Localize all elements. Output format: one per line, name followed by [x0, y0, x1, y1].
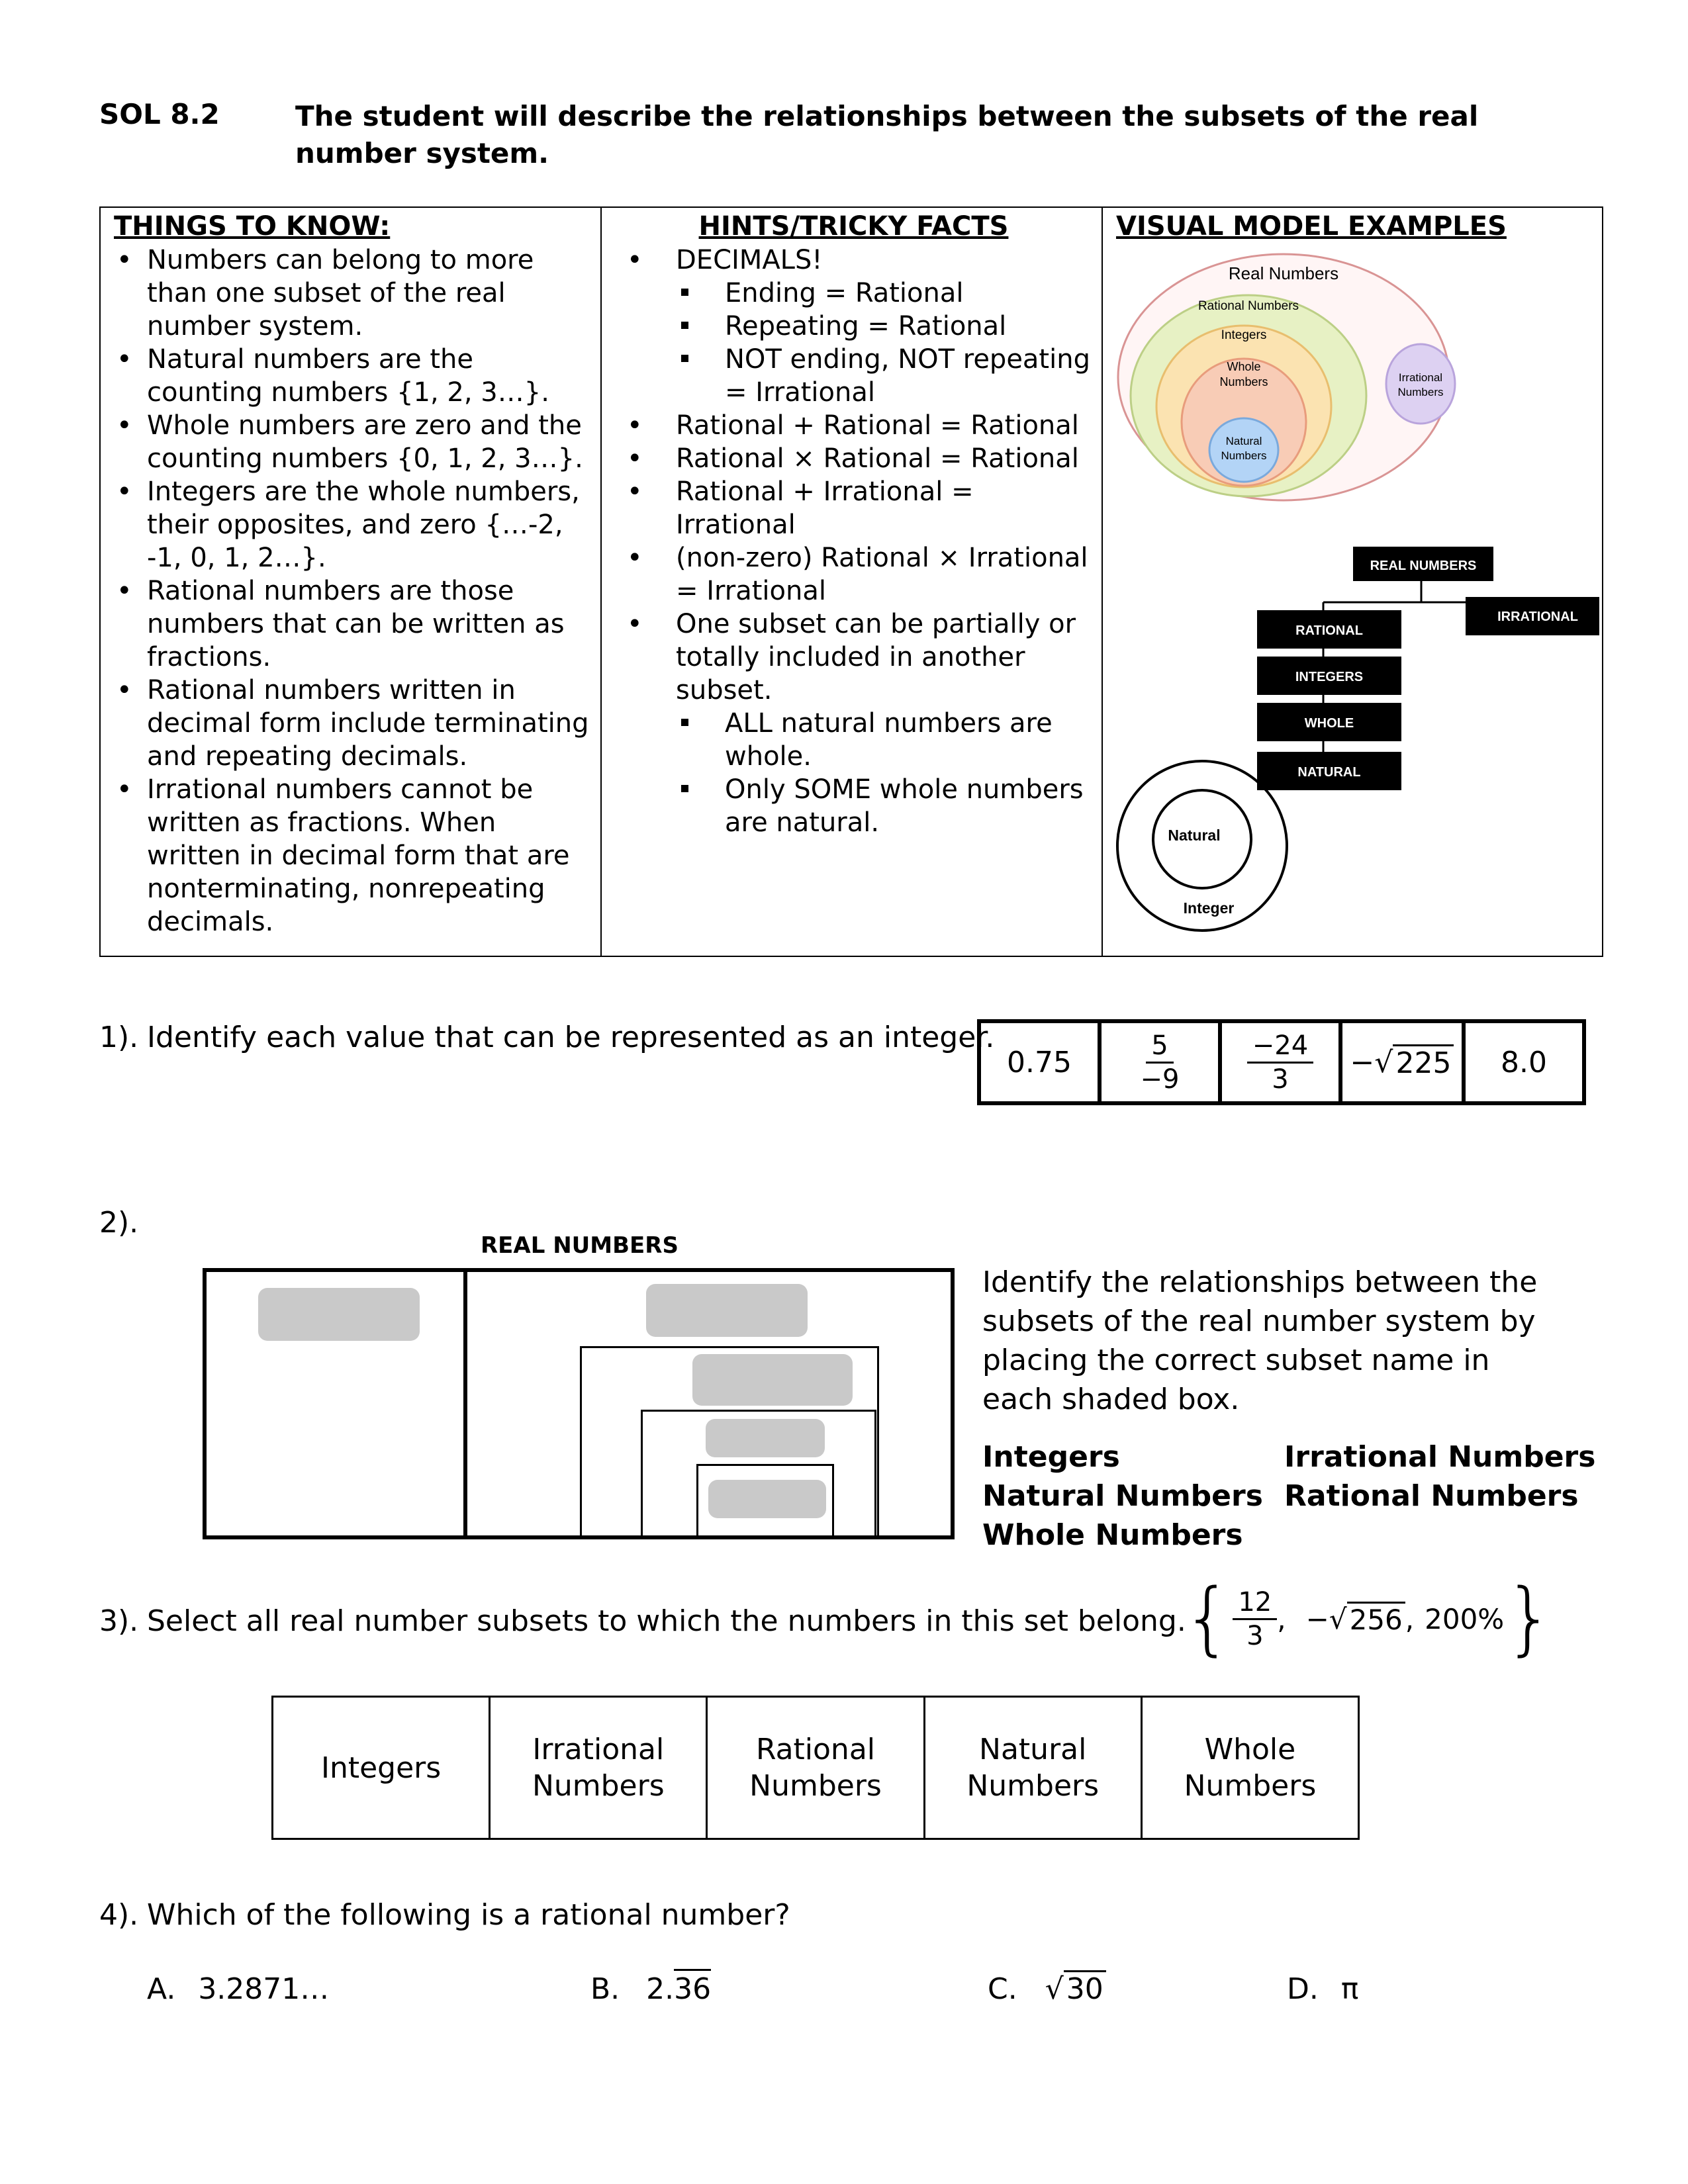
rational-drop-box[interactable] [646, 1284, 808, 1337]
fraction-denominator: 3 [1272, 1064, 1289, 1095]
q4-label: 4). [99, 1898, 139, 1932]
q3-text: Select all real number subsets to which the numbers in this set belong. [147, 1604, 1186, 1638]
list-item: • Natural numbers are the counting numbers {1, 2, 3…}. [114, 343, 591, 409]
option-value: π [1340, 1972, 1359, 2006]
comma: , [1277, 1602, 1286, 1635]
tree-natural-label: NATURAL [1297, 765, 1361, 780]
q1-values-table [977, 1019, 1586, 1105]
word-bank-item[interactable]: Natural Numbers [982, 1479, 1263, 1513]
subset-option-irrational[interactable] [491, 1698, 708, 1838]
irrational-oval [1386, 344, 1455, 424]
right-brace: } [1504, 1572, 1555, 1664]
q2-instructions: Identify the relationships between the subsets of the real number system by placing the correct subset name in each shaded box. [982, 1265, 1538, 1416]
sol-title: The student will describe the relationships between the subsets of the real number system. [295, 100, 1479, 169]
list-item: • Rational + Irrational = Irrational [615, 475, 1092, 541]
circle-integer-label: Integer [1183, 899, 1235, 917]
q1-value-cell[interactable] [1342, 1023, 1466, 1101]
list-item: • (non-zero) Rational × Irrational = Irrational [615, 541, 1092, 608]
venn-irrational-label: Irrational [1398, 371, 1443, 384]
q1-value: 0.75 [1007, 1045, 1072, 1079]
q2-label: 2). [99, 1206, 139, 1240]
q4-option-d[interactable] [1287, 1972, 1358, 2006]
fraction-numerator: 12 [1233, 1586, 1277, 1620]
q3-label: 3). [99, 1604, 139, 1638]
list-item: • Integers are the whole numbers, their opposites, and zero {…-2, -1, 0, 1, 2…}. [114, 475, 591, 574]
things-to-know-list [114, 244, 591, 938]
divider [463, 1272, 467, 1535]
option-letter: B. [590, 1972, 620, 2006]
q1-fraction [1135, 1030, 1185, 1095]
option-letter: D. [1287, 1972, 1319, 2006]
q4-option-a[interactable] [147, 1972, 329, 2006]
q1-fraction [1247, 1030, 1313, 1095]
list-item: NOT ending, NOT repeating = Irrational [676, 343, 1092, 409]
q3-number-set [1182, 1572, 1555, 1664]
option-value: 3.2871… [198, 1972, 330, 2006]
fraction-numerator: −24 [1247, 1030, 1313, 1064]
subset-sublist [676, 707, 1092, 839]
sqrt-symbol: √ [1374, 1045, 1393, 1079]
word-bank-item[interactable]: Integers [982, 1440, 1120, 1474]
tree-diagram [1257, 547, 1599, 790]
option-value: 2. [646, 1972, 675, 2006]
venn-irrational-label: Numbers [1397, 386, 1444, 398]
left-brace: { [1182, 1572, 1233, 1664]
radicand: 256 [1347, 1602, 1405, 1636]
list-item: • Irrational numbers cannot be written as fractions. When written in decimal form that are nonterminating, nonrepeating decimals. [114, 773, 591, 938]
fraction-numerator: 5 [1146, 1030, 1173, 1064]
q1-value-cell[interactable] [1222, 1023, 1342, 1101]
tree-irrational-label: IRRATIONAL [1497, 610, 1578, 624]
things-to-know-column [101, 208, 602, 956]
q1-value-cell[interactable] [1466, 1023, 1582, 1101]
subset-option-natural[interactable] [925, 1698, 1143, 1838]
sqrt-symbol: √ [1329, 1602, 1347, 1635]
option-label: Numbers [532, 1769, 665, 1803]
percent-value: 200% [1425, 1602, 1505, 1635]
negative-sign: − [1350, 1045, 1375, 1079]
visual-models-svg [1116, 245, 1599, 953]
natural-drop-box[interactable] [708, 1480, 826, 1518]
list-item: • Rational × Rational = Rational [615, 442, 1092, 475]
list-item: • Rational numbers written in decimal form include terminating and repeating decimals. [114, 674, 591, 773]
venn-rational-label: Rational Numbers [1197, 299, 1299, 313]
list-item [615, 608, 1092, 839]
q2-diagram-title: REAL NUMBERS [481, 1232, 679, 1259]
subset-option-integers[interactable] [273, 1698, 491, 1838]
q4-text: Which of the following is a rational number? [147, 1898, 790, 1932]
venn-natural-label: Numbers [1221, 449, 1267, 462]
q3-fraction [1233, 1586, 1277, 1652]
venn-natural-label: Natural [1225, 435, 1262, 447]
info-table [99, 206, 1603, 957]
visual-heading: VISUAL MODEL EXAMPLES [1116, 211, 1507, 242]
list-item: Ending = Rational [676, 277, 1092, 310]
subset-option-rational[interactable] [708, 1698, 925, 1838]
irrational-drop-box[interactable] [258, 1288, 420, 1341]
list-item: Only SOME whole numbers are natural. [676, 773, 1092, 839]
integers-drop-box[interactable] [692, 1354, 853, 1406]
concentric-circles [1117, 761, 1287, 931]
comma: , [1405, 1602, 1415, 1635]
fraction-denominator: −9 [1140, 1064, 1180, 1095]
list-item [615, 244, 1092, 409]
option-letter: A. [147, 1972, 176, 2006]
visual-models-column [1103, 208, 1602, 956]
hints-column [602, 208, 1103, 956]
tree-real-label: REAL NUMBERS [1370, 559, 1477, 573]
option-letter: C. [988, 1972, 1017, 2006]
option-label: Integers [321, 1751, 442, 1785]
venn-real-label: Real Numbers [1228, 263, 1339, 283]
things-to-know-heading: THINGS TO KNOW: [114, 211, 391, 242]
list-item: • Rational numbers are those numbers that can be written as fractions. [114, 574, 591, 674]
circle-natural-label: Natural [1168, 827, 1221, 844]
negative-sign: − [1305, 1602, 1329, 1635]
option-label: Numbers [966, 1769, 1100, 1803]
list-item: ALL natural numbers are whole. [676, 707, 1092, 773]
venn-integers-label: Integers [1221, 328, 1267, 342]
radicand: 225 [1393, 1044, 1454, 1080]
q1-value: 8.0 [1501, 1045, 1547, 1079]
sqrt-symbol: √ [1045, 1972, 1064, 2006]
option-label: Numbers [1184, 1769, 1317, 1803]
option-label: Irrational [532, 1733, 665, 1766]
list-item: Repeating = Rational [676, 310, 1092, 343]
q3-subset-table [271, 1696, 1360, 1840]
hints-heading: HINTS/TRICKY FACTS [698, 211, 1009, 242]
q1-text: Identify each value that can be represented as an integer. [147, 1021, 995, 1054]
q4-option-c[interactable] [988, 1972, 1106, 2006]
subset-option-whole[interactable] [1143, 1698, 1358, 1838]
option-label: Natural [979, 1733, 1087, 1766]
option-label: Rational [755, 1733, 876, 1766]
venn-whole-label: Whole [1227, 360, 1261, 373]
whole-drop-box[interactable] [706, 1419, 825, 1457]
decimals-label: DECIMALS! [676, 245, 823, 275]
venn-whole-label: Numbers [1219, 375, 1268, 388]
venn-diagram [1118, 254, 1455, 500]
radicand: 30 [1064, 1970, 1106, 2006]
tree-whole-label: WHOLE [1304, 716, 1354, 731]
option-label: Whole [1204, 1733, 1296, 1766]
decimal-sublist [676, 277, 1092, 409]
repeating-digits: 36 [674, 1969, 711, 2006]
subset-note: One subset can be partially or totally included in another subset. [676, 609, 1076, 705]
option-label: Numbers [749, 1769, 882, 1803]
q2-diagram [203, 1268, 955, 1539]
list-item: • Rational + Rational = Rational [615, 409, 1092, 442]
tree-rational-label: RATIONAL [1295, 623, 1363, 638]
word-bank-item[interactable]: Irrational Numbers [1284, 1440, 1596, 1474]
fraction-denominator: 3 [1246, 1620, 1264, 1651]
word-bank-item[interactable]: Rational Numbers [1284, 1479, 1579, 1513]
list-item: • Whole numbers are zero and the counting numbers {0, 1, 2, 3…}. [114, 409, 591, 475]
tree-integers-label: INTEGERS [1295, 670, 1364, 684]
q4-option-b[interactable] [590, 1972, 711, 2006]
list-item: • Numbers can belong to more than one subset of the real number system. [114, 244, 591, 343]
word-bank-item[interactable]: Whole Numbers [982, 1518, 1243, 1552]
q1-label: 1). [99, 1021, 139, 1054]
q1-value-cell[interactable] [981, 1023, 1102, 1101]
hints-list [615, 244, 1092, 839]
sol-code: SOL 8.2 [99, 98, 220, 130]
q1-value-cell[interactable] [1102, 1023, 1222, 1101]
